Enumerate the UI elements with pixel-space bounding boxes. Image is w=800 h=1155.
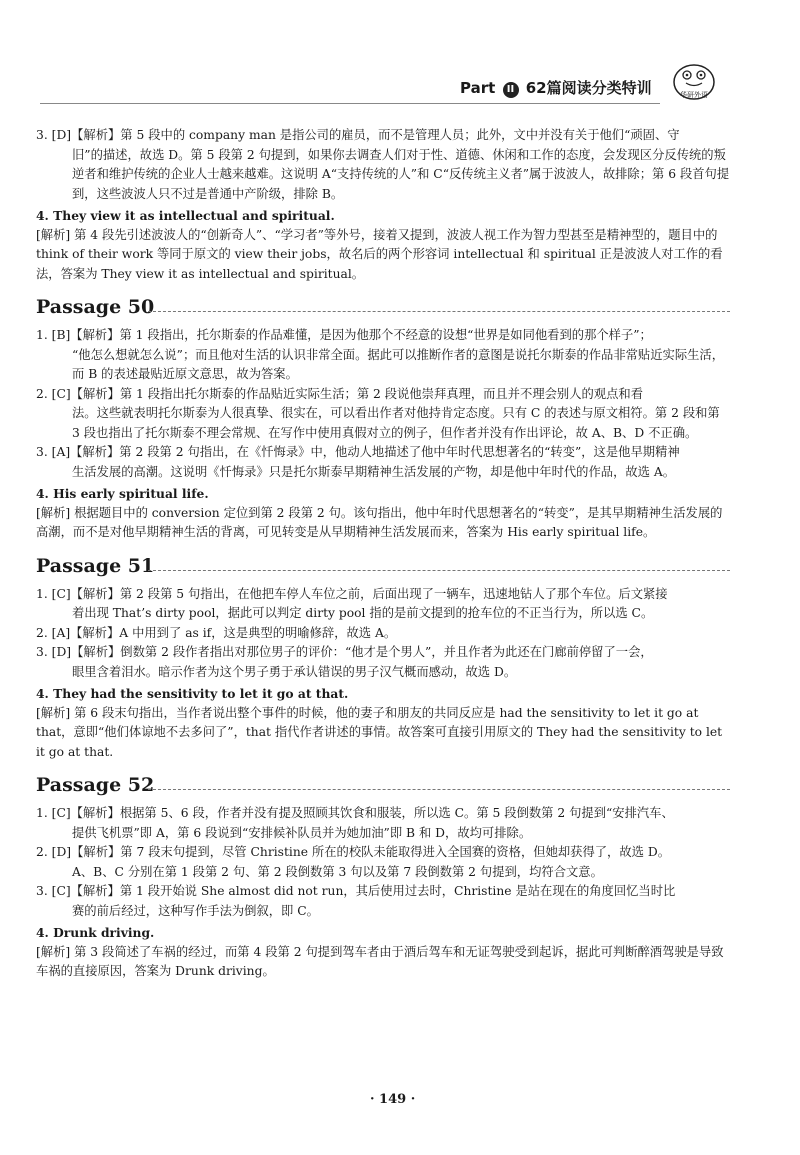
answer-explanation: [解析] 第 6 段末句指出，当作者说出整个事件的时候，他的妻子和朋友的共同反应是 had the sensitivity to let it go at that，意即“他们体谅地不去多问了”，that 指代作者讲述的事情。故答案可直接引用原文的 They had the sensitivity to let it go at that. — [36, 705, 723, 759]
answer-explanation: [解析] 根据题目中的 conversion 定位到第 2 段第 2 句。该句指出，他中年时代思想著名的“转变”，是其早期精神生活发展的高潮，而不是对他早期精神生活的背离，可见转变是从早期精神生活发展而来，答案为 His early spiritual life。 — [36, 505, 723, 539]
dashed-rule — [148, 311, 730, 312]
question-explanation: 3. [C]【解析】第 1 段开始说 She almost did not run，其后使用过去时，Christine 是站在现在的角度回忆当时比 赛的前后经过，这种写作手法为倒叙，即 C。 — [36, 884, 676, 918]
intro-q3 — [36, 126, 730, 204]
answer-explanation: [解析] 第 4 段先引述波波人的“创新奇人”、“学习者”等外号，接着又提到，波波人视工作为智力型甚至是精神型的，题目中的 think of their work 等同于原文的 view their jobs，故名后的两个形容词 intellectual 和 spiritual 正是波波人对工作的看法，答案为 They view it as intellectual and spiritual。 — [36, 227, 723, 281]
page-header — [460, 73, 720, 103]
answer-heading: 4. Drunk driving. — [36, 925, 155, 940]
answer-heading: 4. They had the sensitivity to let it go at that. — [36, 686, 349, 701]
question-explanation: 2. [D]【解析】第 7 段末句提到，尽管 Christine 所在的校队未能取得进入全国赛的资格，但她却获得了，故选 D。 A、B、C 分别在第 1 段第 2 句、第 2 段倒数第 3 句以及第 7 段倒数第 2 句提到，均符合文意。 — [36, 845, 671, 879]
question-explanation: 2. [A]【解析】A 中用到了 as if，这是典型的明喻修辞，故选 A。 — [36, 625, 397, 640]
question-explanation: 3. [D]【解析】第 5 段中的 company man 是指公司的雇员，而不是管理人员；此外，文中并没有关于他们“顽固、守 旧”的描述，故选 D。第 5 段第 2 句提到，如果你去调查人们对于性、道德、休闲和工作的态度，会发现区分反传统的叛逆者和维护传统的企业人士越来越难。这说明 A“支持传统的人”和 C“反传统主义者”属于波波人，故排除；第 6 段首句提到，这些波波人只不过是普通中产阶级，排除 B。 — [36, 128, 730, 201]
passage-heading — [36, 554, 730, 583]
question-explanation: 2. [C]【解析】第 1 段指出托尔斯泰的作品贴近实际生活；第 2 段说他崇拜真理，而且并不理会别人的观点和看 法。这些就表明托尔斯泰为人很真挚、很实在，可以看出作者对他持肯定态度。只有 C 的表述与原文相符。第 2 段和第 3 段也指出了托尔斯泰不理会常规、在写作中使用真假对立的例子，但作者并没有作出评论，故 A、B、D 不正确。 — [36, 386, 720, 440]
question-explanation: 1. [C]【解析】第 2 段第 5 句指出，在他把车停人车位之前，后面出现了一辆车，迅速地钻人了那个车位。后文紧接 着出现 That’s dirty pool，据此可以判定 dirty pool 指的是前文提到的抢车位的不正当行为，所以选 C。 — [36, 586, 668, 620]
passage-heading — [36, 298, 730, 324]
page-number: · 149 · — [370, 1092, 416, 1107]
publisher-logo-icon — [670, 61, 718, 103]
dashed-rule — [148, 570, 730, 571]
passage-heading — [36, 776, 730, 802]
passage-title: Passage 50 — [36, 298, 158, 318]
page-content — [36, 126, 730, 984]
answer-heading: 4. They view it as intellectual and spiritual. — [36, 208, 335, 223]
question-explanation: 3. [A]【解析】第 2 段第 2 句指出，在《忏悔录》中，他动人地描述了他中年时代思想著名的“转变”，这是他早期精神 生活发展的高潮。这说明《忏悔录》只是托尔斯泰早期精神生活发展的产物，却是他中年时代的作品，故选 A。 — [36, 445, 680, 479]
section-title: 62篇阅读分类特训 — [525, 79, 652, 97]
question-explanation: 1. [C]【解析】根据第 5、6 段，作者并没有提及照顾其饮食和服装，所以选 C。第 5 段倒数第 2 句提到“安排汽车、 提供飞机票”即 A，第 6 段说到“安排候补队员并为她加油”即 B 和 D，故均可排除。 — [36, 806, 674, 840]
passage-title: Passage 52 — [36, 776, 158, 796]
header-divider — [40, 103, 660, 104]
answer-explanation: [解析] 第 3 段简述了车祸的经过，而第 4 段第 2 句提到驾车者由于酒后驾车和无证驾驶受到起诉，据此可判断醉酒驾驶是导致车祸的直接原因，答案为 Drunk driving。 — [36, 944, 724, 978]
question-explanation: 3. [D]【解析】倒数第 2 段作者指出对那位男子的评价：“他才是个男人”，并且作者为此还在门廊前停留了一会， 眼里含着泪水。暗示作者为这个男子勇于承认错误的男子汉气概而感动，故选 D。 — [36, 645, 653, 679]
answer-heading: 4. His early spiritual life. — [36, 486, 209, 501]
header-title — [460, 77, 652, 98]
passage-title: Passage 51 — [36, 557, 158, 577]
question-explanation: 1. [B]【解析】第 1 段指出，托尔斯泰的作品难懂，是因为他那个不经意的设想“世界是如同他看到的那个样子”； “他怎么想就怎么说”；而且他对生活的认识非常全面。据此可以推断作者的意图是说托尔斯泰的作品非常贴近实际生活，而 B 的表述最贴近原文意思，故为答案。 — [36, 328, 725, 381]
dashed-rule — [148, 789, 730, 790]
part-label: Part — [460, 79, 496, 97]
logo-text: 华研外语 — [680, 91, 708, 99]
part-numeral-badge: II — [503, 82, 519, 98]
